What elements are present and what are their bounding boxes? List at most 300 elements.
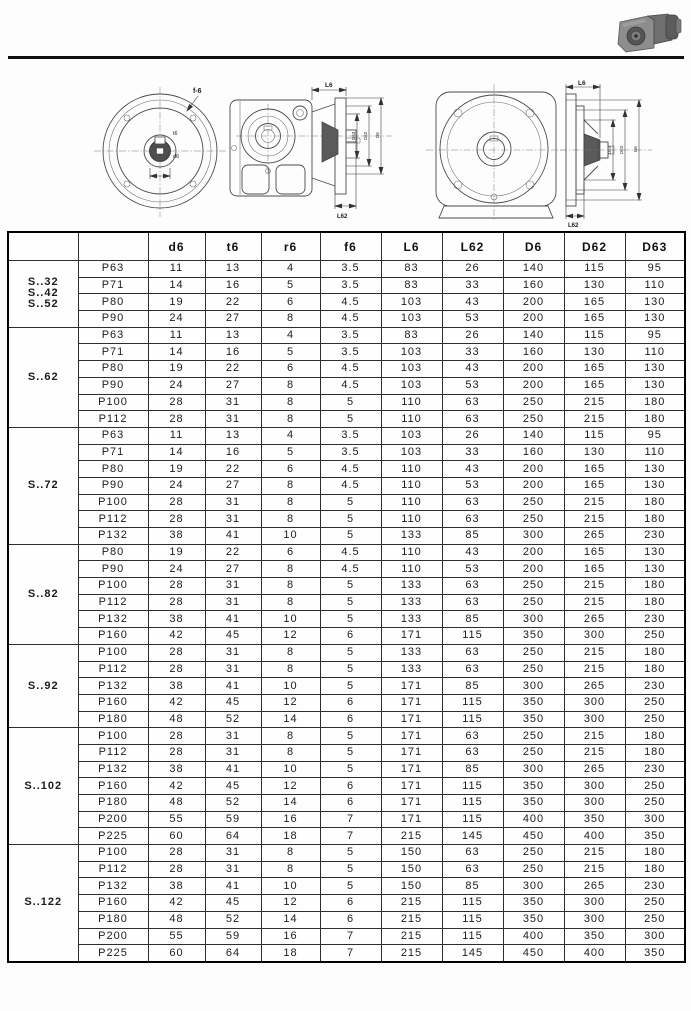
- value-cell: 4.5: [320, 544, 381, 561]
- model-cell: P180: [78, 795, 148, 812]
- value-cell: 300: [564, 795, 625, 812]
- value-cell: 19: [148, 544, 205, 561]
- value-cell: 24: [148, 561, 205, 578]
- column-header-t6: t6: [205, 232, 261, 261]
- value-cell: 85: [442, 678, 503, 695]
- model-cell: P160: [78, 895, 148, 912]
- value-cell: 4.5: [320, 461, 381, 478]
- value-cell: 180: [625, 578, 685, 595]
- value-cell: 31: [205, 845, 261, 862]
- value-cell: 250: [503, 744, 564, 761]
- value-cell: 110: [381, 461, 442, 478]
- value-cell: 350: [503, 694, 564, 711]
- technical-drawings: [0, 78, 691, 230]
- value-cell: 13: [205, 427, 261, 444]
- value-cell: 33: [442, 344, 503, 361]
- value-cell: 250: [503, 728, 564, 745]
- dim-label-d6-right: D6: [633, 146, 638, 152]
- model-cell: P100: [78, 494, 148, 511]
- value-cell: 110: [625, 444, 685, 461]
- table-row: [8, 761, 685, 778]
- value-cell: 14: [261, 911, 320, 928]
- value-cell: 83: [381, 327, 442, 344]
- value-cell: 103: [381, 311, 442, 328]
- value-cell: 41: [205, 611, 261, 628]
- value-cell: 230: [625, 678, 685, 695]
- value-cell: 130: [564, 444, 625, 461]
- model-cell: P132: [78, 678, 148, 695]
- value-cell: 215: [564, 845, 625, 862]
- model-cell: P71: [78, 344, 148, 361]
- value-cell: 3.5: [320, 327, 381, 344]
- value-cell: 180: [625, 594, 685, 611]
- column-header-f6: f6: [320, 232, 381, 261]
- value-cell: 22: [205, 544, 261, 561]
- value-cell: 300: [625, 811, 685, 828]
- column-header-D63: D63: [625, 232, 685, 261]
- value-cell: 4.5: [320, 561, 381, 578]
- value-cell: 115: [564, 261, 625, 278]
- value-cell: 33: [442, 444, 503, 461]
- value-cell: 7: [320, 811, 381, 828]
- value-cell: 31: [205, 644, 261, 661]
- dim-label-d63-middle: D63: [351, 131, 356, 140]
- value-cell: 130: [625, 461, 685, 478]
- value-cell: 165: [564, 561, 625, 578]
- value-cell: 60: [148, 828, 205, 845]
- table-row: [8, 895, 685, 912]
- model-cell: P132: [78, 878, 148, 895]
- value-cell: 63: [442, 861, 503, 878]
- value-cell: 265: [564, 528, 625, 545]
- table-row: [8, 694, 685, 711]
- value-cell: 171: [381, 778, 442, 795]
- value-cell: 300: [625, 928, 685, 945]
- value-cell: 45: [205, 628, 261, 645]
- group-label-S102: S..102: [8, 728, 78, 845]
- value-cell: 31: [205, 578, 261, 595]
- value-cell: 4: [261, 427, 320, 444]
- value-cell: 110: [381, 561, 442, 578]
- value-cell: 145: [442, 828, 503, 845]
- model-cell: P112: [78, 744, 148, 761]
- dim-label-l6-right: L6: [578, 80, 586, 87]
- value-cell: 140: [503, 427, 564, 444]
- column-header-L6: L6: [381, 232, 442, 261]
- value-cell: 115: [442, 628, 503, 645]
- value-cell: 350: [503, 711, 564, 728]
- value-cell: 5: [320, 761, 381, 778]
- value-cell: 250: [625, 694, 685, 711]
- value-cell: 31: [205, 861, 261, 878]
- value-cell: 10: [261, 878, 320, 895]
- value-cell: 12: [261, 628, 320, 645]
- table-row: [8, 544, 685, 561]
- value-cell: 85: [442, 611, 503, 628]
- value-cell: 350: [564, 928, 625, 945]
- table-row: [8, 427, 685, 444]
- value-cell: 165: [564, 377, 625, 394]
- value-cell: 38: [148, 528, 205, 545]
- value-cell: 300: [503, 678, 564, 695]
- value-cell: 6: [320, 628, 381, 645]
- bore-dim-label-t6: t6: [173, 131, 178, 137]
- value-cell: 133: [381, 594, 442, 611]
- value-cell: 400: [503, 928, 564, 945]
- value-cell: 215: [564, 511, 625, 528]
- value-cell: 103: [381, 427, 442, 444]
- value-cell: 165: [564, 461, 625, 478]
- model-cell: P90: [78, 561, 148, 578]
- value-cell: 19: [148, 294, 205, 311]
- value-cell: 4.5: [320, 311, 381, 328]
- table-row: [8, 261, 685, 278]
- value-cell: 41: [205, 528, 261, 545]
- value-cell: 215: [564, 728, 625, 745]
- value-cell: 6: [261, 544, 320, 561]
- table-row: [8, 661, 685, 678]
- value-cell: 130: [625, 477, 685, 494]
- value-cell: 55: [148, 928, 205, 945]
- column-header-L62: L62: [442, 232, 503, 261]
- dim-label-l62-right: L62: [568, 223, 579, 229]
- table-row: [8, 327, 685, 344]
- value-cell: 38: [148, 678, 205, 695]
- table-row: [8, 361, 685, 378]
- value-cell: 110: [381, 394, 442, 411]
- value-cell: 133: [381, 578, 442, 595]
- value-cell: 3.5: [320, 427, 381, 444]
- value-cell: 350: [564, 811, 625, 828]
- value-cell: 5: [261, 277, 320, 294]
- value-cell: 8: [261, 561, 320, 578]
- value-cell: 18: [261, 828, 320, 845]
- value-cell: 250: [503, 861, 564, 878]
- dim-label-d62-middle: D62: [363, 131, 368, 140]
- value-cell: 53: [442, 311, 503, 328]
- value-cell: 14: [261, 711, 320, 728]
- table-row: [8, 945, 685, 962]
- model-cell: P71: [78, 444, 148, 461]
- value-cell: 6: [320, 711, 381, 728]
- value-cell: 5: [320, 578, 381, 595]
- value-cell: 130: [625, 311, 685, 328]
- value-cell: 110: [381, 544, 442, 561]
- model-cell: P132: [78, 761, 148, 778]
- value-cell: 8: [261, 594, 320, 611]
- header-divider-rule: [8, 56, 684, 59]
- model-cell: P112: [78, 661, 148, 678]
- value-cell: 215: [381, 928, 442, 945]
- value-cell: 52: [205, 795, 261, 812]
- value-cell: 165: [564, 361, 625, 378]
- value-cell: 103: [381, 294, 442, 311]
- value-cell: 28: [148, 511, 205, 528]
- table-row: [8, 494, 685, 511]
- value-cell: 63: [442, 661, 503, 678]
- value-cell: 200: [503, 477, 564, 494]
- value-cell: 215: [564, 744, 625, 761]
- value-cell: 85: [442, 878, 503, 895]
- group-label-S72: S..72: [8, 427, 78, 544]
- group-label-S122: S..122: [8, 845, 78, 962]
- model-cell: P180: [78, 911, 148, 928]
- column-header-d6: d6: [148, 232, 205, 261]
- value-cell: 115: [442, 778, 503, 795]
- value-cell: 7: [320, 828, 381, 845]
- value-cell: 250: [503, 845, 564, 862]
- group-label-S92: S..92: [8, 644, 78, 727]
- column-header-D6: D6: [503, 232, 564, 261]
- value-cell: 215: [381, 895, 442, 912]
- value-cell: 350: [503, 795, 564, 812]
- value-cell: 28: [148, 728, 205, 745]
- table-row: [8, 795, 685, 812]
- column-header-blank-0: [8, 232, 78, 261]
- value-cell: 16: [205, 277, 261, 294]
- value-cell: 115: [442, 795, 503, 812]
- value-cell: 28: [148, 861, 205, 878]
- value-cell: 63: [442, 744, 503, 761]
- value-cell: 300: [564, 628, 625, 645]
- value-cell: 5: [320, 411, 381, 428]
- value-cell: 60: [148, 945, 205, 962]
- value-cell: 28: [148, 594, 205, 611]
- value-cell: 63: [442, 494, 503, 511]
- model-cell: P80: [78, 544, 148, 561]
- value-cell: 27: [205, 377, 261, 394]
- value-cell: 27: [205, 311, 261, 328]
- value-cell: 42: [148, 895, 205, 912]
- value-cell: 165: [564, 311, 625, 328]
- value-cell: 8: [261, 477, 320, 494]
- table-row: [8, 811, 685, 828]
- value-cell: 215: [564, 861, 625, 878]
- dim-label-l6-middle: L6: [325, 82, 333, 89]
- value-cell: 4.5: [320, 294, 381, 311]
- table-row: [8, 394, 685, 411]
- value-cell: 38: [148, 761, 205, 778]
- model-cell: P100: [78, 728, 148, 745]
- value-cell: 215: [564, 494, 625, 511]
- value-cell: 24: [148, 477, 205, 494]
- model-cell: P200: [78, 928, 148, 945]
- value-cell: 4.5: [320, 361, 381, 378]
- value-cell: 160: [503, 277, 564, 294]
- table-row: [8, 611, 685, 628]
- value-cell: 180: [625, 494, 685, 511]
- dim-label-d62-right: D62: [619, 145, 624, 154]
- value-cell: 24: [148, 377, 205, 394]
- value-cell: 300: [503, 761, 564, 778]
- value-cell: 350: [625, 945, 685, 962]
- value-cell: 171: [381, 744, 442, 761]
- value-cell: 215: [564, 578, 625, 595]
- value-cell: 28: [148, 411, 205, 428]
- model-cell: P71: [78, 277, 148, 294]
- value-cell: 300: [564, 711, 625, 728]
- value-cell: 230: [625, 528, 685, 545]
- model-cell: P63: [78, 261, 148, 278]
- value-cell: 215: [564, 394, 625, 411]
- value-cell: 171: [381, 811, 442, 828]
- model-cell: P112: [78, 594, 148, 611]
- value-cell: 215: [564, 411, 625, 428]
- model-cell: P100: [78, 394, 148, 411]
- value-cell: 10: [261, 761, 320, 778]
- value-cell: 28: [148, 394, 205, 411]
- value-cell: 250: [625, 711, 685, 728]
- value-cell: 300: [503, 528, 564, 545]
- value-cell: 103: [381, 377, 442, 394]
- value-cell: 26: [442, 261, 503, 278]
- model-cell: P225: [78, 945, 148, 962]
- value-cell: 215: [381, 828, 442, 845]
- value-cell: 115: [564, 327, 625, 344]
- model-cell: P225: [78, 828, 148, 845]
- value-cell: 5: [320, 494, 381, 511]
- table-row: [8, 594, 685, 611]
- value-cell: 171: [381, 761, 442, 778]
- value-cell: 6: [320, 911, 381, 928]
- value-cell: 31: [205, 394, 261, 411]
- value-cell: 160: [503, 344, 564, 361]
- value-cell: 133: [381, 661, 442, 678]
- value-cell: 43: [442, 544, 503, 561]
- value-cell: 350: [503, 895, 564, 912]
- value-cell: 215: [381, 911, 442, 928]
- value-cell: 215: [564, 594, 625, 611]
- value-cell: 250: [503, 494, 564, 511]
- flange-hole-callout: f-6: [193, 88, 202, 95]
- value-cell: 130: [625, 294, 685, 311]
- value-cell: 63: [442, 644, 503, 661]
- value-cell: 250: [503, 511, 564, 528]
- value-cell: 8: [261, 578, 320, 595]
- value-cell: 103: [381, 344, 442, 361]
- value-cell: 115: [442, 694, 503, 711]
- model-cell: P90: [78, 477, 148, 494]
- value-cell: 115: [442, 928, 503, 945]
- value-cell: 12: [261, 895, 320, 912]
- model-cell: P63: [78, 327, 148, 344]
- bore-dim-label-d6: d6: [173, 154, 180, 160]
- value-cell: 12: [261, 694, 320, 711]
- value-cell: 16: [205, 444, 261, 461]
- model-cell: P80: [78, 294, 148, 311]
- value-cell: 180: [625, 845, 685, 862]
- value-cell: 26: [442, 327, 503, 344]
- value-cell: 13: [205, 261, 261, 278]
- value-cell: 19: [148, 461, 205, 478]
- value-cell: 28: [148, 744, 205, 761]
- value-cell: 38: [148, 878, 205, 895]
- value-cell: 230: [625, 878, 685, 895]
- value-cell: 110: [381, 477, 442, 494]
- table-row: [8, 294, 685, 311]
- value-cell: 16: [261, 811, 320, 828]
- value-cell: 5: [320, 594, 381, 611]
- dim-label-d63-right: D63: [607, 145, 612, 154]
- value-cell: 150: [381, 845, 442, 862]
- value-cell: 43: [442, 294, 503, 311]
- value-cell: 8: [261, 728, 320, 745]
- value-cell: 200: [503, 294, 564, 311]
- value-cell: 8: [261, 861, 320, 878]
- value-cell: 45: [205, 778, 261, 795]
- value-cell: 6: [320, 778, 381, 795]
- value-cell: 4: [261, 261, 320, 278]
- value-cell: 16: [205, 344, 261, 361]
- value-cell: 115: [442, 911, 503, 928]
- value-cell: 300: [503, 878, 564, 895]
- value-cell: 83: [381, 277, 442, 294]
- value-cell: 5: [320, 394, 381, 411]
- value-cell: 115: [442, 811, 503, 828]
- value-cell: 250: [503, 411, 564, 428]
- table-row: [8, 578, 685, 595]
- value-cell: 200: [503, 561, 564, 578]
- value-cell: 52: [205, 911, 261, 928]
- value-cell: 130: [625, 544, 685, 561]
- value-cell: 22: [205, 461, 261, 478]
- table-row: [8, 711, 685, 728]
- value-cell: 28: [148, 644, 205, 661]
- value-cell: 145: [442, 945, 503, 962]
- value-cell: 300: [564, 778, 625, 795]
- value-cell: 5: [261, 344, 320, 361]
- value-cell: 53: [442, 477, 503, 494]
- model-cell: P200: [78, 811, 148, 828]
- value-cell: 5: [320, 678, 381, 695]
- value-cell: 52: [205, 711, 261, 728]
- value-cell: 38: [148, 611, 205, 628]
- value-cell: 31: [205, 661, 261, 678]
- value-cell: 14: [148, 344, 205, 361]
- value-cell: 3.5: [320, 344, 381, 361]
- value-cell: 250: [503, 594, 564, 611]
- value-cell: 22: [205, 294, 261, 311]
- value-cell: 19: [148, 361, 205, 378]
- model-cell: P160: [78, 628, 148, 645]
- value-cell: 5: [320, 845, 381, 862]
- table-row: [8, 277, 685, 294]
- table-row: [8, 377, 685, 394]
- group-label-S82: S..82: [8, 544, 78, 644]
- value-cell: 300: [564, 694, 625, 711]
- dim-label-l62-middle: L62: [337, 214, 348, 220]
- value-cell: 8: [261, 511, 320, 528]
- value-cell: 41: [205, 761, 261, 778]
- model-cell: P112: [78, 861, 148, 878]
- model-cell: P132: [78, 528, 148, 545]
- value-cell: 8: [261, 661, 320, 678]
- value-cell: 63: [442, 394, 503, 411]
- table-row: [8, 878, 685, 895]
- value-cell: 200: [503, 361, 564, 378]
- value-cell: 450: [503, 828, 564, 845]
- drawing-gearbox-front-view: [426, 80, 652, 229]
- value-cell: 350: [503, 628, 564, 645]
- value-cell: 28: [148, 494, 205, 511]
- value-cell: 48: [148, 911, 205, 928]
- value-cell: 3.5: [320, 444, 381, 461]
- gearmotor-photo-icon: [610, 6, 682, 56]
- value-cell: 180: [625, 744, 685, 761]
- model-cell: P112: [78, 511, 148, 528]
- value-cell: 27: [205, 477, 261, 494]
- value-cell: 83: [381, 261, 442, 278]
